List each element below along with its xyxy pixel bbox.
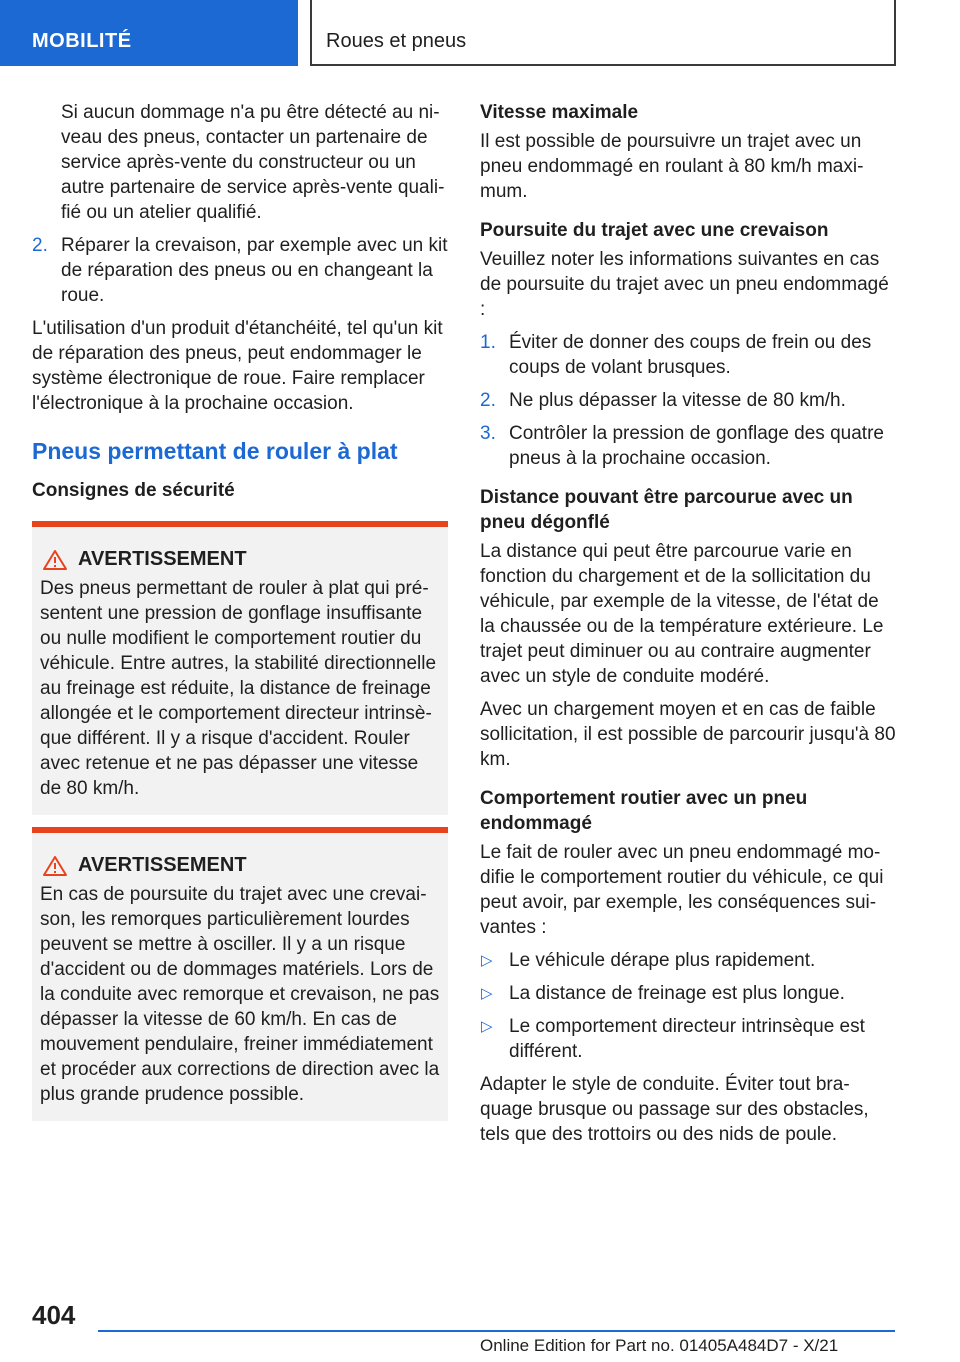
body-paragraph: L'utilisation d'un produit d'étanchéité, tel qu'un kit de réparation des pneus, peut endommager le système électronique de roue. Faire remplacer l'électronique à la prochaine occasion. bbox=[32, 318, 443, 414]
body-paragraph: Il est possible de poursuivre un trajet avec un pneu endommagé en roulant à 80 km/h maximum. bbox=[480, 131, 864, 202]
warning-text: En cas de poursuite du trajet avec une crevaison, les remorques particulièrement lourdes peuvent se mettre à osciller. Il y a un risque d'accident ou de dommages matériels. Lors de la conduite avec remorque et crevaison, ne pas dépasser la vitesse de 60 km/h. En cas de mouvement pendulaire, freiner immédiatement et procéder aux corrections de direction avec la plus grande prudence possible. bbox=[40, 884, 440, 1105]
warning-box bbox=[32, 827, 448, 1121]
bullet-triangle-icon: ▷ bbox=[481, 985, 493, 1002]
list-item bbox=[480, 330, 896, 380]
list-text: Ne plus dépasser la vitesse de 80 km/h. bbox=[509, 390, 846, 411]
list-number: 3. bbox=[480, 423, 496, 444]
warning-text: Des pneus permettant de rouler à plat qui présentent une pression de gonflage insuffisante ou nulle modifient le comportement routier du véhicule. Entre autres, la stabilité directionnelle au freinage est réduite, la distance de freinage allongée et le comportement directeur intrinsèque différent. Il y a risque d'accident. Rouler avec retenue et ne pas dépasser une vitesse de 80 km/h. bbox=[40, 578, 437, 799]
bullet-item bbox=[480, 948, 896, 973]
page-header bbox=[0, 0, 960, 66]
page-number: 404 bbox=[32, 1300, 76, 1330]
body-paragraph: Adapter le style de conduite. Éviter tout braquage brusque ou passage sur des obstacles, tels que des trottoirs ou des nids de poule. bbox=[480, 1074, 869, 1145]
bullet-text: Le comportement directeur intrinsèque est différent. bbox=[509, 1016, 865, 1062]
subheading: Consignes de sécurité bbox=[32, 480, 235, 501]
section-heading: Pneus permettant de rouler à plat bbox=[32, 438, 398, 464]
list-number: 2. bbox=[32, 235, 48, 256]
intro-paragraph: Si aucun dommage n'a pu être détecté au niveau des pneus, contacter un partenaire de service après-vente du constructeur ou un autre partenaire de service après-vente qualifié ou un atelier qualifié. bbox=[61, 102, 445, 223]
body-paragraph: La distance qui peut être parcourue varie en fonction du chargement et de la sollicitation du véhicule, par exemple de la vitesse, de l'état de la chaussée ou de la température extérieure. Le trajet peut diminuer ou au contraire augmenter avec un style de conduite modéré. bbox=[480, 541, 884, 687]
subheading: Poursuite du trajet avec une crevaison bbox=[480, 220, 829, 241]
list-number: 1. bbox=[480, 332, 496, 353]
subheading: Comportement routier avec un pneu endommagé bbox=[480, 788, 808, 834]
chapter-tab: Roues et pneus bbox=[310, 0, 896, 66]
list-item bbox=[480, 421, 896, 471]
bullet-item bbox=[480, 981, 896, 1006]
bullet-triangle-icon: ▷ bbox=[481, 1018, 493, 1035]
subheading: Distance pouvant être parcourue avec un pneu dégonflé bbox=[480, 487, 853, 533]
list-item bbox=[480, 388, 896, 413]
bullet-triangle-icon: ▷ bbox=[481, 952, 493, 969]
edition-text: Online Edition for Part no. 01405A484D7 - X/21 bbox=[480, 1336, 839, 1355]
list-text: Contrôler la pression de gonflage des quatre pneus à la prochaine occasion. bbox=[509, 423, 884, 469]
body-paragraph: Veuillez noter les informations suivantes en cas de poursuite du trajet avec un pneu endommagé : bbox=[480, 249, 889, 320]
warning-triangle-icon bbox=[42, 549, 68, 571]
body-paragraph: Le fait de rouler avec un pneu endommagé modifie le comportement routier du véhicule, ce qui peut avoir, par exemple, les conséquences suivantes : bbox=[480, 842, 884, 938]
warning-title-row bbox=[40, 547, 440, 572]
list-text: Éviter de donner des coups de frein ou des coups de volant brusques. bbox=[509, 332, 872, 378]
bullet-item bbox=[480, 1014, 896, 1064]
bullet-text: Le véhicule dérape plus rapidement. bbox=[509, 950, 816, 971]
subheading: Vitesse maximale bbox=[480, 102, 639, 123]
warning-title: AVERTISSEMENT bbox=[78, 548, 247, 570]
warning-title-row bbox=[40, 853, 440, 878]
warning-triangle-icon bbox=[42, 855, 68, 877]
bullet-text: La distance de freinage est plus longue. bbox=[509, 983, 845, 1004]
left-column bbox=[32, 100, 448, 1133]
warning-box bbox=[32, 521, 448, 815]
footer-divider bbox=[98, 1330, 895, 1332]
list-text: Réparer la crevaison, par exemple avec un kit de réparation des pneus ou en changeant la roue. bbox=[61, 235, 448, 306]
body-paragraph: Avec un chargement moyen et en cas de faible sollicitation, il est possible de parcourir jusqu'à 80 km. bbox=[480, 699, 896, 770]
right-column bbox=[480, 100, 896, 1155]
section-tab: MOBILITÉ bbox=[0, 0, 298, 66]
list-item bbox=[32, 233, 448, 308]
list-number: 2. bbox=[480, 390, 496, 411]
warning-title: AVERTISSEMENT bbox=[78, 854, 247, 876]
